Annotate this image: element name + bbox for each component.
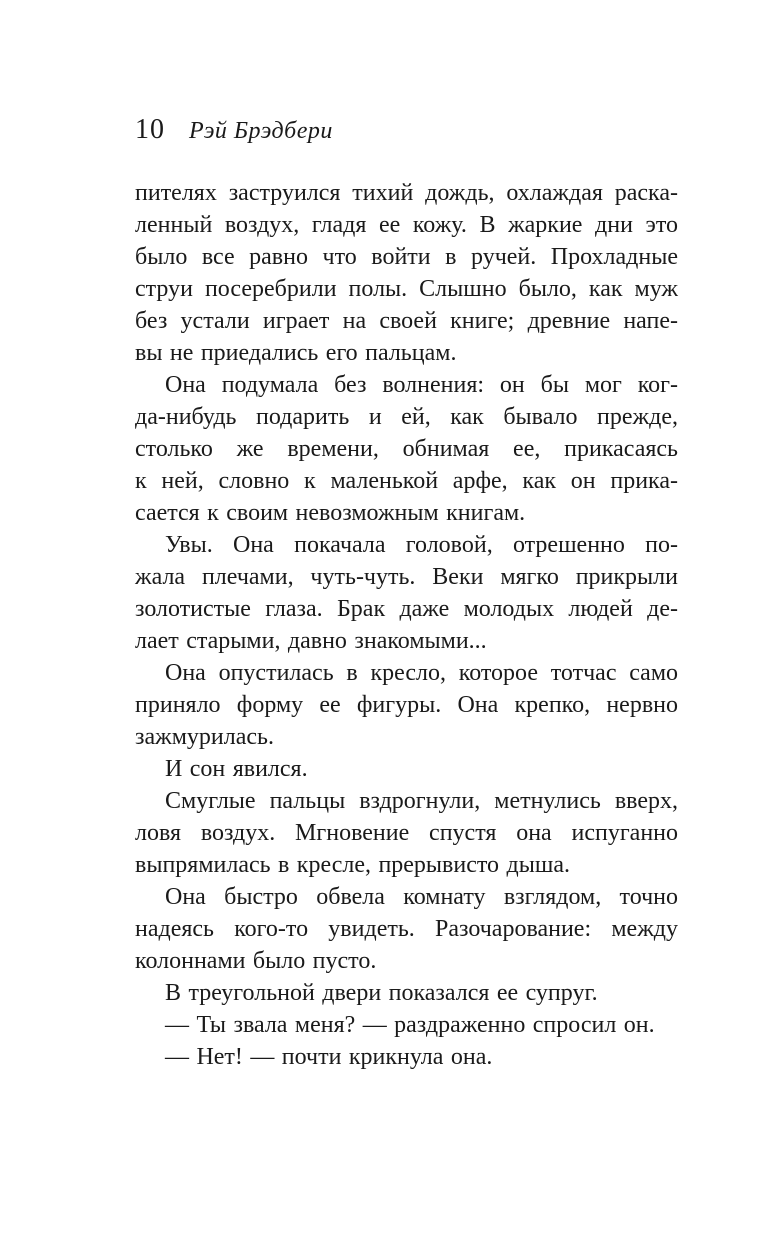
paragraph — [135, 785, 678, 881]
text-line: ловя воздух. Мгновение спустя она испуганно — [135, 820, 678, 846]
page-body — [135, 177, 678, 1073]
text-line: В треугольной двери показался ее супруг. — [165, 980, 598, 1006]
text-line: Она подумала без волнения: он бы мог ког- — [165, 372, 678, 398]
text-line: Она быстро обвела комнату взглядом, точно — [165, 884, 678, 910]
text-line: да-нибудь подарить и ей, как бывало прежде, — [135, 404, 678, 430]
text-line: вы не приедались его пальцам. — [135, 340, 457, 366]
running-header-author: Рэй Брэдбери — [189, 118, 333, 144]
text-line: И сон явился. — [165, 756, 308, 782]
paragraph — [135, 977, 678, 1009]
text-line: Увы. Она покачала головой, отрешенно по- — [165, 532, 678, 558]
running-header — [135, 116, 333, 145]
paragraph — [135, 529, 678, 657]
text-line: Она опустилась в кресло, которое тотчас само — [165, 660, 678, 686]
text-line: — Нет! — почти крикнула она. — [165, 1044, 493, 1070]
text-line: ленный воздух, гладя ее кожу. В жаркие дни это — [135, 212, 678, 238]
text-line: струи посеребрили полы. Слышно было, как муж — [135, 276, 678, 302]
text-line: зажмурилась. — [135, 724, 274, 750]
paragraph — [135, 881, 678, 977]
text-line: — Ты звала меня? — раздраженно спросил он. — [165, 1012, 655, 1038]
paragraph — [135, 1009, 678, 1041]
paragraph — [135, 753, 678, 785]
text-line: приняло форму ее фигуры. Она крепко, нервно — [135, 692, 678, 718]
paragraph — [135, 1041, 678, 1073]
text-line: пителях заструился тихий дождь, охлаждая раска- — [135, 180, 678, 206]
paragraph — [135, 657, 678, 753]
text-line: без устали играет на своей книге; древние напе- — [135, 308, 678, 334]
text-line: Смуглые пальцы вздрогнули, метнулись вверх, — [165, 788, 678, 814]
text-line: было все равно что войти в ручей. Прохладные — [135, 244, 678, 270]
page-number: 10 — [135, 114, 165, 145]
text-line: к ней, словно к маленькой арфе, как он прика- — [135, 468, 678, 494]
text-line: колоннами было пусто. — [135, 948, 377, 974]
text-line: надеясь кого-то увидеть. Разочарование: между — [135, 916, 678, 942]
text-line: столько же времени, обнимая ее, прикасаясь — [135, 436, 678, 462]
text-line: лает старыми, давно знакомыми... — [135, 628, 487, 654]
text-line: жала плечами, чуть-чуть. Веки мягко прикрыли — [135, 564, 678, 590]
text-line: выпрямилась в кресле, прерывисто дыша. — [135, 852, 570, 878]
paragraph — [135, 177, 678, 369]
text-line: золотистые глаза. Брак даже молодых людей де- — [135, 596, 678, 622]
text-line: сается к своим невозможным книгам. — [135, 500, 526, 526]
paragraph — [135, 369, 678, 529]
